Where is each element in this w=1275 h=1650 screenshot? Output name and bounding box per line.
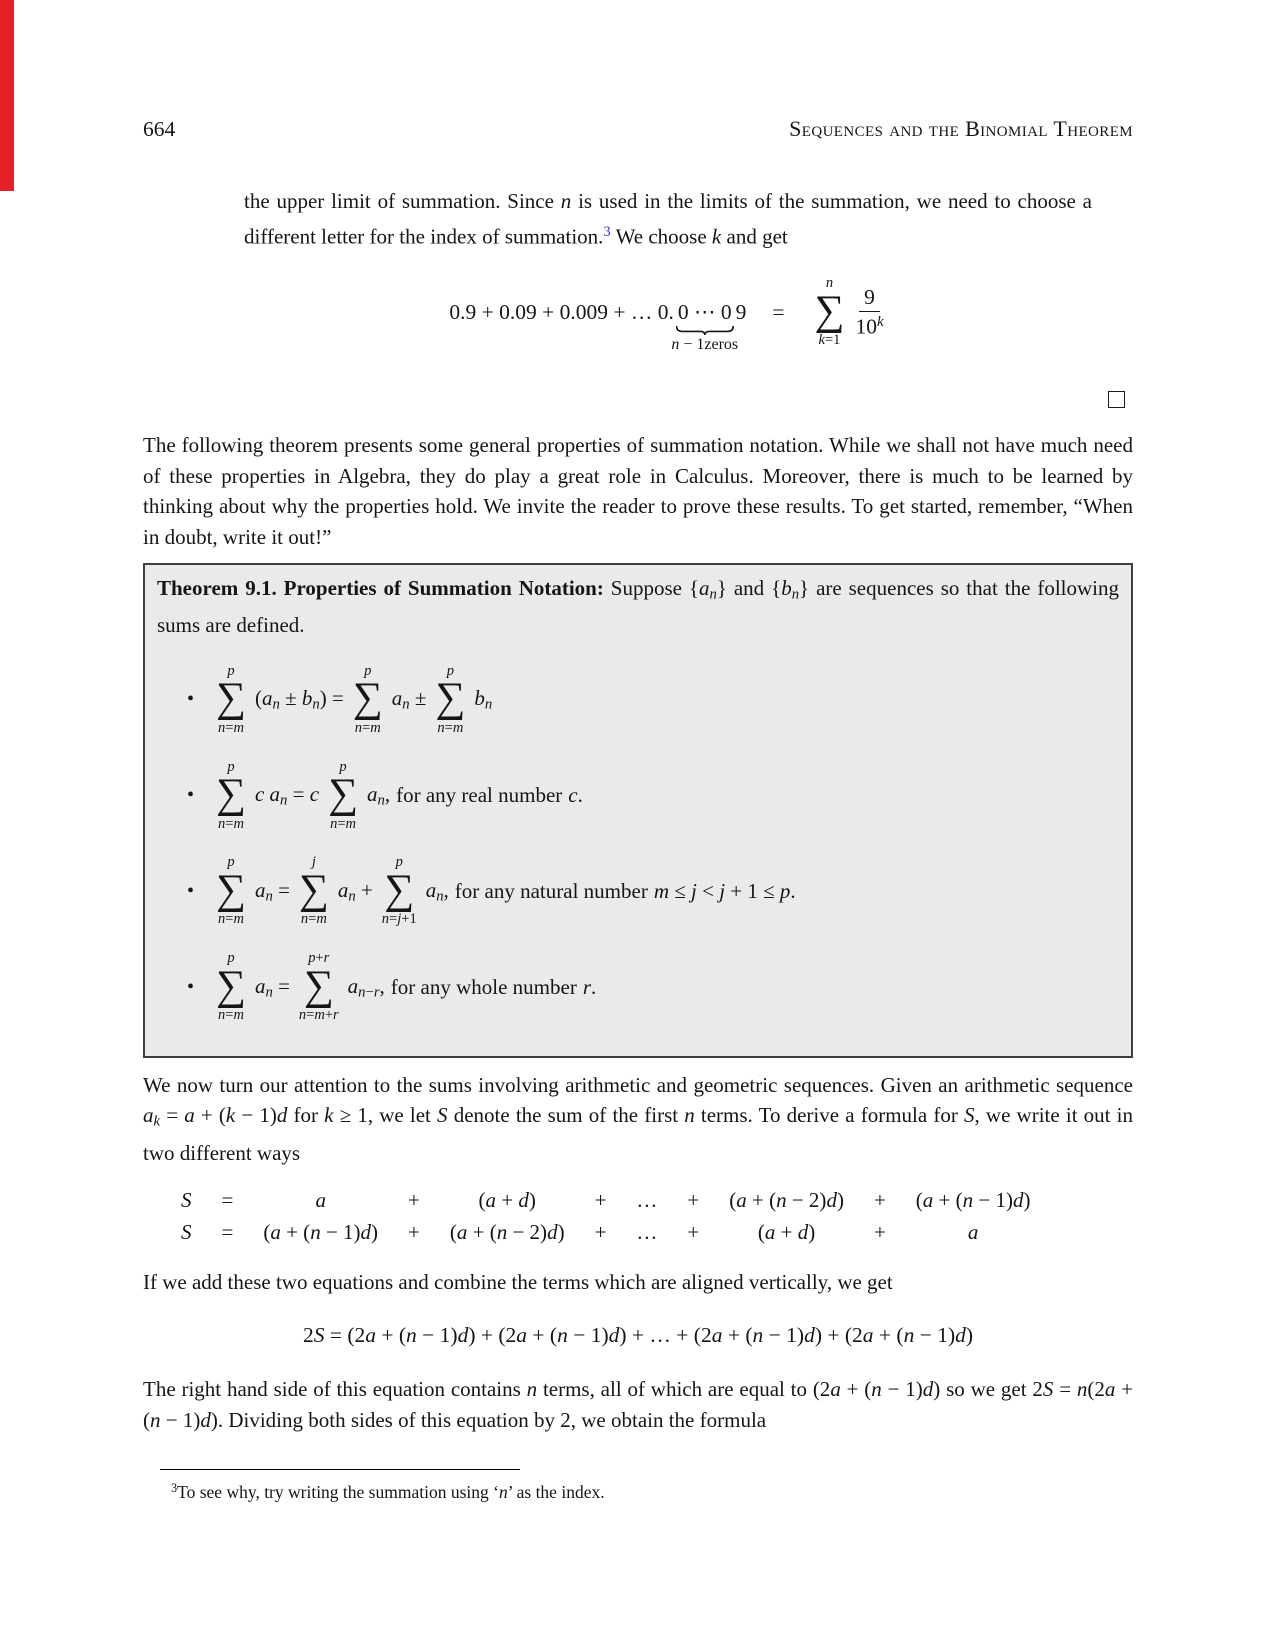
intro-paragraph: the upper limit of summation. Since n is used in the limits of the summation, we need to choose a different letter for the index of summation.$^3$ We choose k and get <box>244 189 1092 248</box>
underbrace-icon <box>676 326 734 335</box>
s-written-two-ways-equations: S = a + (a + d) + … + (a + (n − 2)d) + (a + (n − 1)d) S = (a + (n − 1)d) + (a + (n − 2)d) + … + (a + d) + a <box>181 1188 1031 1245</box>
property-equation-1: p ∑ n=m $(a_n \pm b_n)$ = p ∑ n=m $a_n$ ± p ∑ n=m $b_n$ <box>216 662 493 736</box>
list-item <box>187 854 1119 928</box>
property-equation-3: p ∑ n=m $a_n$ = j ∑ n=m $a_n$ + p ∑ n=j+1 $a_n$, for any natural number m ≤ j < j + 1 ≤ p. <box>216 854 796 928</box>
property-equation-4: p ∑ n=m $a_n$ = p+r ∑ n=m+r $a_{n-r}$, for any whole number r. <box>216 950 597 1024</box>
theorem-properties-list <box>157 663 1119 1024</box>
bullet-icon: • <box>187 879 195 902</box>
two-s-equation: 2S = (2a + (n − 1)d) + (2a + (n − 1)d) + … + (2a + (n − 1)d) + (2a + (n − 1)d) <box>302 1322 974 1347</box>
series-sum-equation: 0.9 + 0.09 + 0.009 + … 0. 0 ⋯ 0 n − 1 zeros 9 = n ∑ k=1 $\frac{9}{10^k}$ <box>449 275 884 353</box>
rhs-paragraph: The right hand side of this equation contains n terms, all of which are equal to (2a + (n − 1)d) so we get 2S = n(2a + (n − 1)d). Dividing both sides of this equation by 2, we obtain the formula <box>143 1377 1134 1432</box>
list-item <box>187 950 1119 1024</box>
list-item <box>187 663 1119 737</box>
add-equations-paragraph: If we add these two equations and combine the terms which are aligned vertically, we get <box>143 1270 893 1295</box>
page-number: 664 <box>143 117 176 141</box>
qed-tombstone-icon <box>1108 391 1125 408</box>
example-continuation-block <box>244 186 1092 353</box>
red-margin-marker <box>0 0 14 191</box>
bullet-icon: • <box>187 688 195 711</box>
theorem-intro-paragraph: The following theorem presents some general properties of summation notation. While we shall not have much need of these properties in Algebra, they do play a great role in Calculus. Moreover, there is much to be learned by thinking about why the properties hold. We invite the reader to prove these results. To get started, remember, “When in doubt, write it out!” <box>143 433 1133 549</box>
footnote: $^3$To see why, try writing the summation using ‘n’ as the index. <box>171 1481 605 1503</box>
running-title: Sequences and the Binomial Theorem <box>789 116 1133 141</box>
bullet-icon: • <box>187 783 195 806</box>
list-item <box>187 759 1119 833</box>
property-equation-2: p ∑ n=m c $a_n = c$ p ∑ n=m $a_n$, for any real number c. <box>216 758 583 832</box>
footnote-ref-link[interactable]: 3 <box>603 223 611 240</box>
theorem-9-1-box <box>143 563 1133 1058</box>
page-header <box>143 116 1133 142</box>
theorem-title: Theorem 9.1. Properties of Summation Notation: Suppose $\{a_n\}$ and $\{b_n\}$ are sequences so that the following sums are defined. <box>157 576 1119 638</box>
qed-row <box>143 391 1125 408</box>
bullet-icon: • <box>187 975 195 998</box>
footnote-rule <box>160 1469 520 1470</box>
arithmetic-sum-paragraph: We now turn our attention to the sums involving arithmetic and geometric sequences. Given an arithmetic sequence $a_k = a + (k - 1)d$ for k ≥ 1, we let S denote the sum of the first n terms. To derive a formula for S, we write it out in two different ways <box>143 1072 1134 1165</box>
